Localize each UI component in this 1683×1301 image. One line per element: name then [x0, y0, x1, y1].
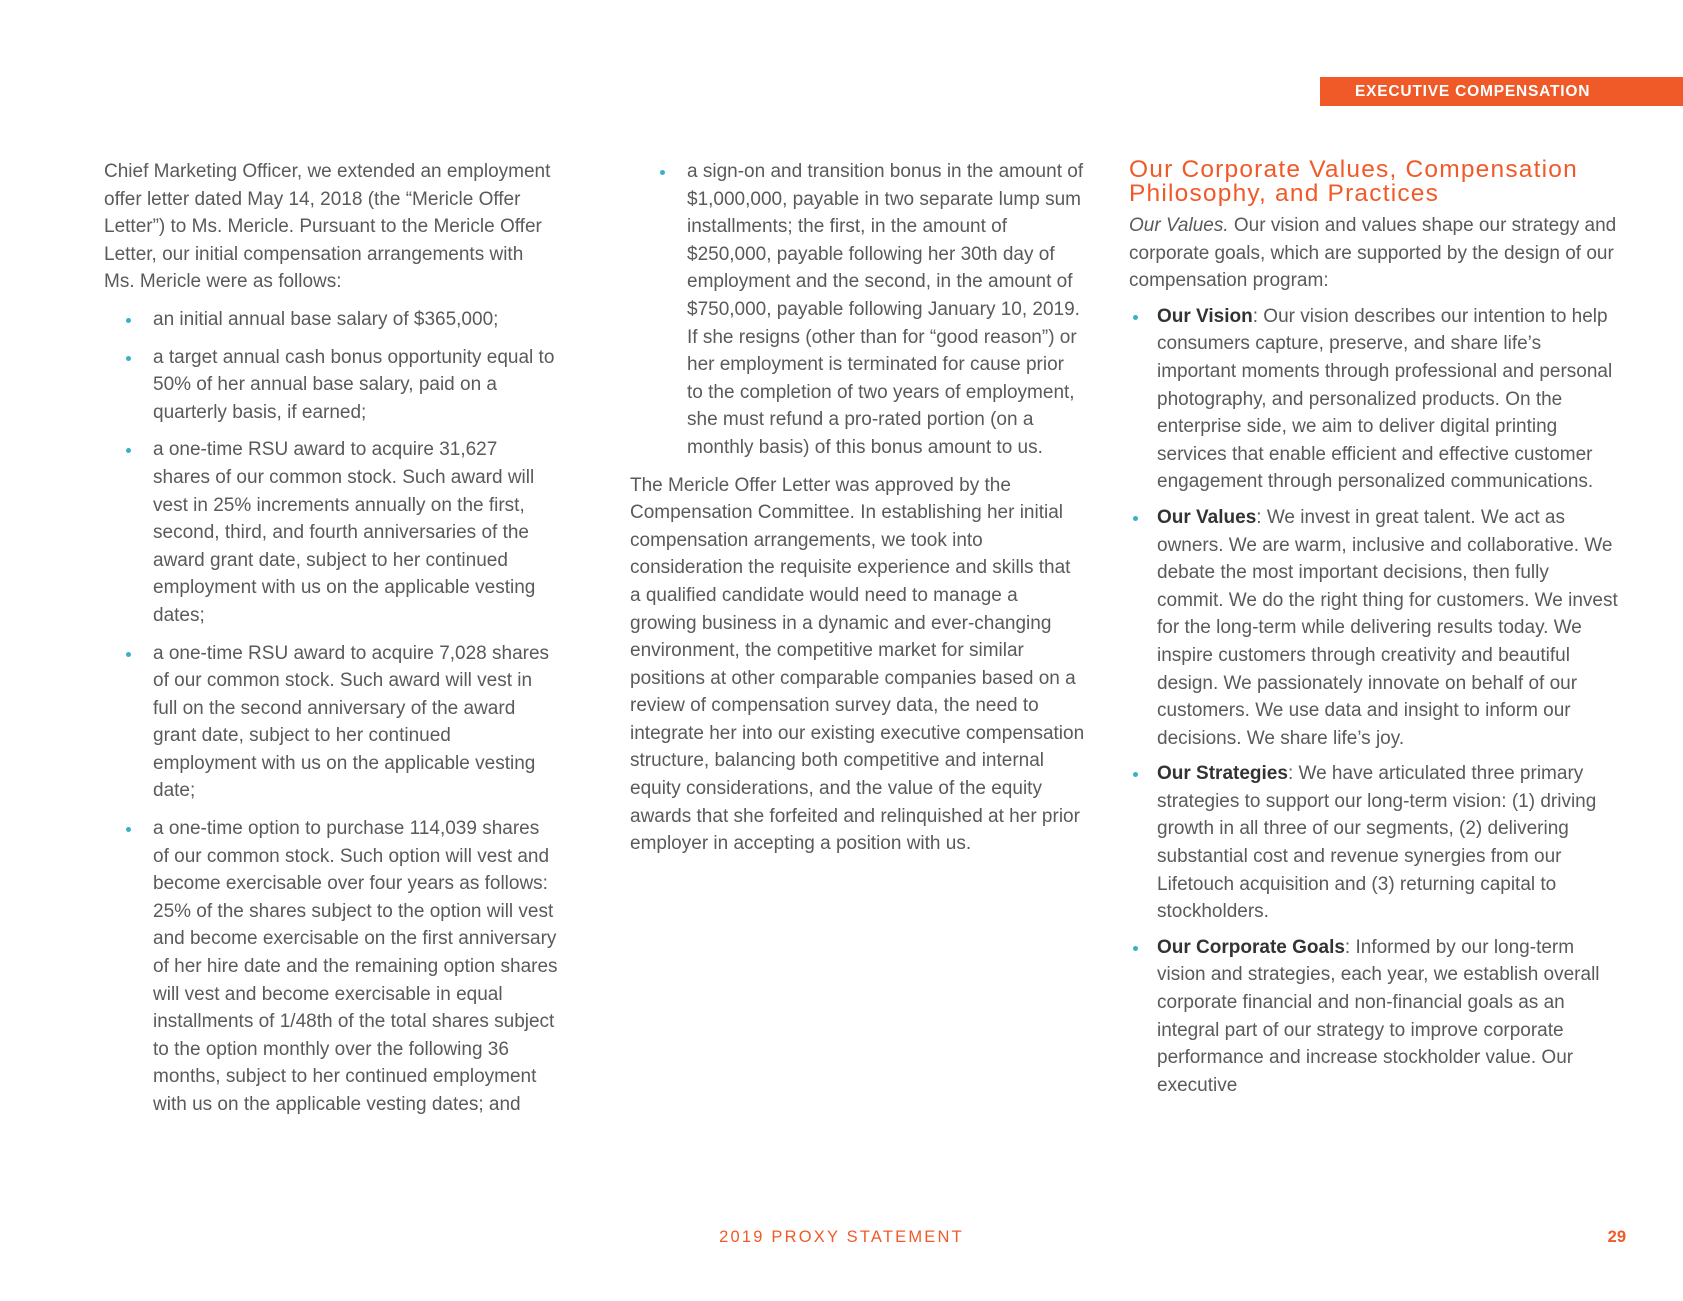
list-item-text: a target annual cash bonus opportunity equal to 50% of her annual base salary, paid on a quarterly basis, if earned;: [153, 346, 555, 423]
list-item: [104, 344, 559, 427]
item-text: : We invest in great talent. We act as owners. We are warm, inclusive and collaborative. We debate the most important decisions, then fully commit. We do the right thing for customers. We invest for the long-term while delivering results today. We inspire customers through creativity and beautiful design. We passionately innovate on behalf of our customers. We use data and insight to inform our decisions. We share life’s joy.: [1157, 506, 1618, 749]
values-intro-label: Our Values.: [1129, 215, 1229, 236]
right-column: [1129, 158, 1619, 1099]
list-item: [1129, 504, 1619, 752]
section-heading: Our Corporate Values, Compensation Philosophy, and Practices: [1129, 156, 1578, 207]
list-item: [104, 436, 559, 629]
list-item-text: a one-time RSU award to acquire 31,627 shares of our common stock. Such award will vest in 25% increments annually on the first, second, third, and fourth anniversaries of the award grant date, subject to her continued employment with us on the applicable vesting dates;: [153, 439, 536, 626]
item-text: : Informed by our long-term vision and strategies, each year, we establish overall corporate financial and non-financial goals as an integral part of our strategy to improve corporate performance and increase stockholder value. Our executive: [1157, 936, 1600, 1096]
bullet-icon: [126, 652, 131, 657]
item-text: : Our vision describes our intention to help consumers capture, preserve, and share life’s important moments through professional and personal photography, and personalized products. On the enterprise side, we aim to deliver digital printing services that enable efficient and effective customer engagement through personalized communications.: [1157, 305, 1613, 493]
bullet-icon: [1133, 516, 1138, 521]
list-item: [1129, 303, 1619, 496]
item-term: Our Strategies: [1157, 763, 1288, 785]
list-item-text: a one-time RSU award to acquire 7,028 shares of our common stock. Such award will vest in full on the second anniversary of the award grant date, subject to her continued employment with us on the applicable vesting date;: [153, 642, 550, 802]
approval-paragraph: The Mericle Offer Letter was approved by the Compensation Committee. In establishing her initial compensation arrangements, we took into consideration the requisite experience and skills that a qualified candidate would need to manage a growing business in a dynamic and ever-changing environment, the competitive market for similar positions at other comparable companies based on a review of compensation survey data, the need to integrate her into our existing executive compensation structure, balancing both competitive and internal equity considerations, and the value of the equity awards that she forfeited and relinquished at her prior employer in accepting a position with us.: [630, 474, 1085, 855]
compensation-list: [104, 306, 559, 1119]
list-item: [1129, 934, 1619, 1100]
page-number: 29: [1607, 1228, 1626, 1246]
left-column: [104, 158, 559, 1119]
bullet-icon: [660, 170, 665, 175]
footer-title: 2019 PROXY STATEMENT: [719, 1228, 964, 1246]
values-list: [1129, 303, 1619, 1100]
item-text: : We have articulated three primary strategies to support our long-term vision: (1) driving growth in all three of our segments, (2) delivering substantial cost and revenue synergies from our Lifetouch acquisition and (3) returning capital to stockholders.: [1157, 763, 1597, 923]
list-item: [104, 306, 559, 334]
middle-column: [630, 158, 1085, 858]
bullet-icon: [126, 318, 131, 323]
values-intro-text: Our vision and values shape our strategy and corporate goals, which are supported by the design of our compensation program:: [1129, 215, 1617, 292]
bullet-icon: [126, 448, 131, 453]
intro-paragraph: Chief Marketing Officer, we extended an employment offer letter dated May 14, 2018 (the “Mericle Offer Letter”) to Ms. Mericle. Pursuant to the Mericle Offer Letter, our initial compensation arrangements with Ms. Mericle were as follows:: [104, 161, 551, 293]
list-item: [1129, 760, 1619, 926]
list-item: [104, 640, 559, 806]
list-item-text: an initial annual base salary of $365,000;: [153, 308, 499, 330]
list-item-text: a sign-on and transition bonus in the amount of $1,000,000, payable in two separate lump sum installments; the first, in the amount of $250,000, payable following her 30th day of employment and the second, in the amount of $750,000, payable following January 10, 2019. If she resigns (other than for “good reason”) or her employment is terminated for cause prior to the completion of two years of employment, she must refund a pro-rated portion (on a monthly basis) of this bonus amount to us.: [687, 161, 1084, 458]
values-intro: [1129, 212, 1619, 295]
list-item: [104, 815, 559, 1119]
list-item: [638, 158, 1085, 462]
section-tab: EXECUTIVE COMPENSATION: [1320, 77, 1683, 106]
item-term: Our Vision: [1157, 305, 1253, 327]
bonus-list: [630, 158, 1085, 462]
item-term: Our Corporate Goals: [1157, 936, 1345, 958]
bullet-icon: [126, 356, 131, 361]
bullet-icon: [1133, 946, 1138, 951]
bullet-icon: [1133, 315, 1138, 320]
list-item-text: a one-time option to purchase 114,039 shares of our common stock. Such option will vest and become exercisable over four years as follows: 25% of the shares subject to the option will vest and become exercisable on the first anniversary of her hire date and the remaining option shares will vest and become exercisable in equal installments of 1/48th of the total shares subject to the option monthly over the following 36 months, subject to her continued employment with us on the applicable vesting dates; and: [153, 818, 558, 1115]
bullet-icon: [1133, 772, 1138, 777]
item-term: Our Values: [1157, 506, 1257, 528]
bullet-icon: [126, 827, 131, 832]
